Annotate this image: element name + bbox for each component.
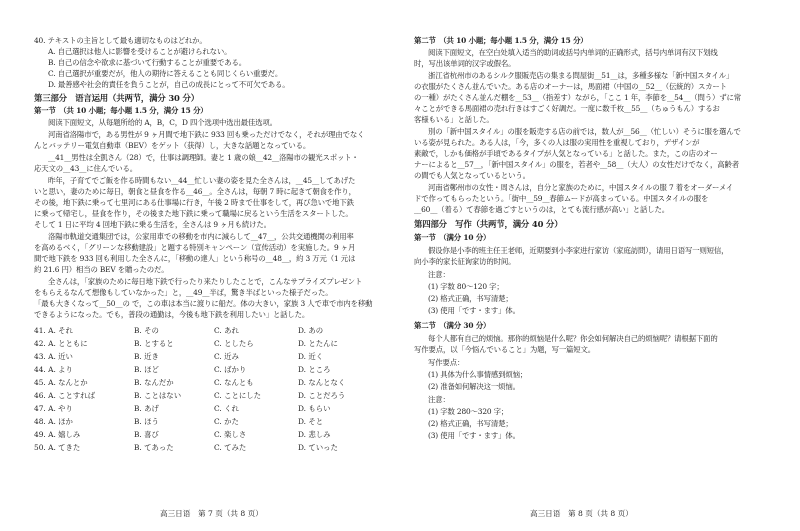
passage-line: 河南省洛陽市で，ある男性が 9 ヶ月間で地下鉄に 933 回も乗っただけでなく，それが理由でなく bbox=[48, 130, 365, 139]
passage-line: の間でも人気となっているという。 bbox=[414, 171, 530, 180]
instruction-text: 阅读下面短文，在空白处填入适当的助词或括号内单词的正确形式，括号内单词有汉下划线 bbox=[428, 48, 718, 57]
option-a: 49. A. 嬉しみ bbox=[34, 430, 81, 439]
passage-line: 応天文の__43__に住んでいる。 bbox=[34, 164, 137, 173]
passage-line: ナーによると__57__，「新中国スタイル」の服を，若者や__58__（大人）の女性だけでなく，高齢者 bbox=[414, 160, 739, 169]
option-a: 44. A. より bbox=[34, 365, 73, 374]
option-d: D. 近く bbox=[298, 352, 324, 361]
passage-line: の一種）がたくさん並んだ棚を__53__（指差す）ながら，「ここ 1 年，李節を__54__（問う）ずに常 bbox=[414, 93, 741, 102]
option-d: D. もらい bbox=[298, 404, 331, 413]
passage-line: 浙江省杭州市のあるシルク服販売店の集まる問屋街__51__は，多種多様な「新中国スタイル」 bbox=[428, 71, 734, 80]
passage-line: 素敵で，しかも価格が手頃であるタイプが人気となっている」と話した。また，この店のオー bbox=[414, 149, 718, 158]
section-heading-part3: 第三部分 语言运用（共两节，满分 30 分） bbox=[34, 93, 199, 103]
writing-prompt: 假设你是小李的班主任王老师，近期要到小李家进行家访（家庭訪問），请用日语写一则短信， bbox=[428, 246, 729, 255]
passage-line: できるようになった。でも，普段の通勤は，今後も地下鉄を利用したい」と話した。 bbox=[34, 310, 310, 319]
option-d: D. とたんに bbox=[298, 339, 338, 348]
option-a: 43. A. 近い bbox=[34, 352, 73, 361]
option-b: B. ことはない bbox=[134, 391, 182, 400]
points-label: 写作要点： bbox=[428, 358, 465, 367]
option-d: D. ことだろう bbox=[298, 391, 346, 400]
option-c: C. ばかり bbox=[214, 365, 247, 374]
option-c: C. ことにした bbox=[214, 391, 262, 400]
passage-line: をもらえるなんて想像もしていなかった」と，__49__半ば，驚き半ばといった様子だった。 bbox=[34, 288, 333, 297]
page-footer: 高三日语 第 7 页（共 8 页） bbox=[160, 509, 263, 518]
passage-line: 間で地下鉄を 933 回も利用した全さんに，「移動の達人」という称号の__48__，約 3 万元（1 元は bbox=[34, 254, 356, 263]
right-page bbox=[400, 0, 800, 531]
subsection-heading-writing-2: 第二节 （满分 30 分） bbox=[414, 321, 491, 330]
option-a: 48. A. ほか bbox=[34, 417, 73, 426]
passage-line: __41__男性は全凱さん（28）で，仕事は調理師。妻と 1 歳の娘__42__洛陽市の観光スポット・ bbox=[48, 153, 359, 162]
option-d: D. あの bbox=[298, 326, 324, 335]
writing-prompt: 写作要点，以「今悩んでいること」为题，写一篇短文。 bbox=[414, 345, 596, 354]
option-c: C. なんとも bbox=[214, 378, 254, 387]
option-b: B. ほど bbox=[134, 365, 159, 374]
passage-line: 洛陽市軌道交通集団では，公家用車での移動を市内に減らして__47__，公共交通機関の利用率 bbox=[48, 232, 354, 241]
passage-line: 昨年，子育てでご飯を作る時間もない__44__忙しい妻の姿を見た全さんは，__45__してあげた bbox=[48, 176, 356, 185]
option-a: 41. A. それ bbox=[34, 326, 73, 335]
subsection-heading-writing-1: 第一节 （满分 10 分） bbox=[414, 233, 491, 242]
option-c: C. としたら bbox=[214, 339, 254, 348]
subsection-heading-1: 第一节 （共 10 小题；每小题 1.5 分，满分 15 分） bbox=[34, 106, 208, 115]
passage-line: 「最も大きくなって__50__の で，この車は本当に渡りに船だ。体の大きい，家族 3 人で車で市内を移動 bbox=[34, 299, 373, 308]
option-a: 47. A. やり bbox=[34, 404, 73, 413]
option-d: D. ていった bbox=[298, 443, 338, 452]
option-b: B. 喜び bbox=[134, 430, 159, 439]
option-d: D. 悲しみ bbox=[298, 430, 331, 439]
option-40d: D. 最善感や社会的責任を負うことが，自己の成長にとって不可欠である。 bbox=[48, 80, 290, 89]
writing-prompt: 向小李的家长征询家访的时间。 bbox=[414, 257, 516, 266]
option-c: C. あれ bbox=[214, 326, 239, 335]
passage-line: 河南省鄭州市の女性・周さんは，自分と家族のために，中国スタイルの服 7 着をオーダーメイ bbox=[428, 183, 734, 192]
option-b: B. なんだか bbox=[134, 378, 174, 387]
passage-line: ドで作ってもらったという。「街中__59__春節ムードが高まっている。中国スタイルの服を bbox=[414, 194, 709, 203]
option-c: C. かた bbox=[214, 417, 239, 426]
passage-line: 客様もいる」と話した。 bbox=[414, 115, 494, 124]
option-40c: C. 自己選択が重要だが，他人の期待に答えることも同じくらい重要だ。 bbox=[48, 69, 283, 78]
option-b: B. ほう bbox=[134, 417, 159, 426]
option-b: B. てあった bbox=[134, 443, 174, 452]
option-b: B. その bbox=[134, 326, 159, 335]
option-c: C. 楽しさ bbox=[214, 430, 247, 439]
note-label: 注意： bbox=[428, 270, 450, 279]
option-a: 46. A. ことすれば bbox=[34, 391, 96, 400]
note-item: (1) 字数 280～320 字； bbox=[428, 407, 509, 416]
passage-line: その後，地下鉄に乗って七里河にある仕事場に行き，午後 2 時まで仕事をして，再び急いで地下鉄 bbox=[34, 198, 354, 207]
note-item: (1) 字数 80～120 字； bbox=[428, 282, 504, 291]
passage-line: 別の「新中国スタイル」の服を販売する店の前では，数人が__56__（忙しい）そうに服を選んで bbox=[428, 127, 741, 136]
note-item: (2) 格式正确，书写清楚； bbox=[428, 419, 513, 428]
subsection-heading-2: 第二节 （共 10 小题；每小题 1.5 分，满分 15 分） bbox=[414, 36, 588, 45]
option-d: D. ところ bbox=[298, 365, 331, 374]
instruction-text: 时，写出该单词的汉字或假名。 bbox=[414, 59, 516, 68]
page-footer: 高三日语 第 8 页（共 8 页） bbox=[530, 509, 633, 518]
option-b: B. 近き bbox=[134, 352, 159, 361]
question-40: 40. テキストの主旨として最も適切なものはどれか。 bbox=[34, 36, 207, 45]
passage-line: 々ことができる馬面裙の売れ行きはすごく好調だ。一度に数千枚__55__（ちゅうもん）するお bbox=[414, 104, 720, 113]
point-item: (1) 具体为什么事情感到烦恼； bbox=[428, 370, 528, 379]
passage-line: を高めるべく，「グリーンな移動建設」と題する特別キャンペーン（宣传活动）を実施した。9 ヶ月 bbox=[34, 243, 356, 252]
passage-line: 全さんは，「家族のために毎日地下鉄で行ったり来たりしたことで，こんなサプライズプレゼント bbox=[48, 277, 363, 286]
note-item: (3) 使用「です・ます」体。 bbox=[428, 306, 520, 315]
option-40b: B. 自己の信念や欲求に基づいて行動することが重要である。 bbox=[48, 58, 246, 67]
option-d: D. そと bbox=[298, 417, 324, 426]
passage-line: に乗って帰宅し，昼食を作り，その後また地下鉄に乗って職場に戻るという生活をスタートした。 bbox=[34, 209, 353, 218]
note-item: (3) 使用「です・ます」体。 bbox=[428, 431, 520, 440]
passage-line: いる姿が見られた。ある人は，「今，多くの人は服の実用性を重視しており，デザインが bbox=[414, 138, 700, 147]
option-a: 42. A. とともに bbox=[34, 339, 88, 348]
point-item: (2) 准备如何解决这一烦恼。 bbox=[428, 382, 520, 391]
option-c: C. てみた bbox=[214, 443, 247, 452]
passage-line: んとバッテリー電気自動車（BEV）をゲット（获得）し，大きな話題となっている。 bbox=[34, 141, 311, 150]
option-b: B. とすると bbox=[134, 339, 174, 348]
passage-line: の衣服がたくさん並んでいた。ある店のオーナーは，馬面裙（中国の__52__（伝統的）スカート bbox=[414, 82, 727, 91]
option-a: 45. A. なんとか bbox=[34, 378, 88, 387]
writing-prompt: 每个人都有自己的烦恼。那你的烦恼是什么呢？你会如何解决自己的烦恼呢？请根据下面的 bbox=[428, 334, 718, 343]
option-c: C. くれ bbox=[214, 404, 239, 413]
option-b: B. あげ bbox=[134, 404, 159, 413]
instruction-text: 阅读下面短文，从每题所给的 A，B，C，D 四个选项中选出最佳选项。 bbox=[48, 118, 277, 127]
option-d: D. なんとなく bbox=[298, 378, 346, 387]
option-c: C. 近み bbox=[214, 352, 239, 361]
passage-line: いと思い，妻のために毎日，朝食と昼食を作る__46__。全さんは，毎朝 7 時に起きて朝食を作り， bbox=[34, 187, 356, 196]
option-40a: A. 自己選択は他人に影響を受けることが避けられない。 bbox=[48, 47, 232, 56]
note-label: 注意： bbox=[428, 395, 450, 404]
passage-line: 約 21.6 円）相当の BEV を贈ったのだ。 bbox=[34, 265, 169, 274]
passage-line: そして 1 日に平均 4 回地下鉄に乗る生活を，全さんは 9 ヶ月も続けた。 bbox=[34, 220, 271, 229]
passage-line: __60__（着る）て春節を過ごすというのは，とても流行感が高い」と話した。 bbox=[414, 205, 669, 214]
option-a: 50. A. てきた bbox=[34, 443, 81, 452]
section-heading-part4: 第四部分 写作（共两节，满分 40 分） bbox=[414, 219, 563, 229]
note-item: (2) 格式正确，书写清楚； bbox=[428, 294, 513, 303]
